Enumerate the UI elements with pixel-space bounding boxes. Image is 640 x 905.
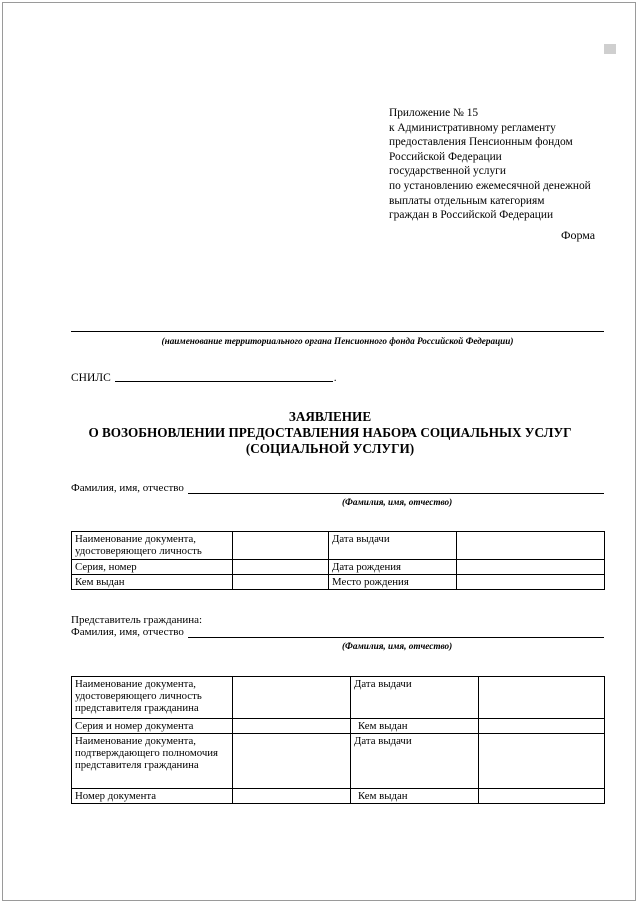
representative-title: Представитель гражданина: <box>71 614 203 626</box>
applicant-doc-table <box>71 531 605 590</box>
representative-doc-table <box>71 676 605 804</box>
document-title <box>60 409 600 457</box>
appendix-line: выплаты отдельным категориям <box>389 194 545 207</box>
snils-dot: . <box>333 372 337 384</box>
representative-fio-field[interactable] <box>188 627 604 638</box>
issue-date-value[interactable] <box>457 532 605 560</box>
issued-by-value[interactable] <box>233 575 329 590</box>
doc-number-label: Номер документа <box>72 789 233 804</box>
rep-doc-name-value[interactable] <box>233 677 351 719</box>
table-row <box>72 560 605 575</box>
title-line-3: (СОЦИАЛЬНОЙ УСЛУГИ) <box>245 441 415 456</box>
table-row <box>72 719 605 734</box>
appendix-line: по установлению ежемесячной денежной <box>389 179 591 192</box>
rep-issue-date-label: Дата выдачи <box>351 677 479 719</box>
appendix-line: государственной услуги <box>389 165 506 178</box>
table-row <box>72 532 605 560</box>
org-name-caption: (наименование территориального органа Пенсионного фонда Российской Федерации) <box>161 336 514 346</box>
applicant-fio-caption: (Фамилия, имя, отчество) <box>342 497 453 507</box>
rep-issued-by-value[interactable] <box>479 719 605 734</box>
representative-fio-caption: (Фамилия, имя, отчество) <box>342 641 453 651</box>
form-label: Форма <box>561 228 596 242</box>
appendix-line: граждан в Российской Федерации <box>389 209 554 222</box>
authority-issued-by-label: Кем выдан <box>351 789 479 804</box>
appendix-header <box>389 106 629 223</box>
title-line-1: ЗАЯВЛЕНИЕ <box>288 409 372 424</box>
title-line-2: О ВОЗОБНОВЛЕНИИ ПРЕДОСТАВЛЕНИЯ НАБОРА СОЦИАЛЬНЫХ УСЛУГ <box>88 425 572 440</box>
appendix-line: Российской Федерации <box>389 150 502 163</box>
table-row <box>72 789 605 804</box>
rep-series-number-label: Серия и номер документа <box>72 719 233 734</box>
snils-row <box>71 372 337 384</box>
appendix-line: к Административному регламенту <box>389 121 556 134</box>
birth-date-value[interactable] <box>457 560 605 575</box>
appendix-line: Приложение № 15 <box>389 107 479 119</box>
doc-name-label: Наименование документа, удостоверяющего личность <box>72 532 233 560</box>
representative-fio-row <box>71 626 604 638</box>
table-row <box>72 677 605 719</box>
snils-label: СНИЛС <box>71 372 111 384</box>
appendix-line: предоставления Пенсионным фондом <box>389 136 573 149</box>
authority-issued-by-value[interactable] <box>479 789 605 804</box>
authority-doc-label: Наименование документа, подтверждающего полномочия представителя гражданина <box>72 734 233 789</box>
applicant-fio-row <box>71 482 604 494</box>
scan-mark <box>604 44 616 54</box>
rep-issued-by-label: Кем выдан <box>351 719 479 734</box>
authority-issue-date-label: Дата выдачи <box>351 734 479 789</box>
snils-field[interactable] <box>115 381 333 382</box>
table-row <box>72 734 605 789</box>
birth-place-value[interactable] <box>457 575 605 590</box>
issued-by-label: Кем выдан <box>72 575 233 590</box>
birth-date-label: Дата рождения <box>329 560 457 575</box>
doc-number-value[interactable] <box>233 789 351 804</box>
rep-series-number-value[interactable] <box>233 719 351 734</box>
applicant-fio-label: Фамилия, имя, отчество <box>71 482 184 494</box>
rep-issue-date-value[interactable] <box>479 677 605 719</box>
series-number-label: Серия, номер <box>72 560 233 575</box>
representative-fio-label: Фамилия, имя, отчество <box>71 626 184 638</box>
applicant-fio-field[interactable] <box>188 483 604 494</box>
authority-doc-value[interactable] <box>233 734 351 789</box>
authority-issue-date-value[interactable] <box>479 734 605 789</box>
doc-name-value[interactable] <box>233 532 329 560</box>
rep-doc-name-label: Наименование документа, удостоверяющего личность представителя гражданина <box>72 677 233 719</box>
issue-date-label: Дата выдачи <box>329 532 457 560</box>
table-row <box>72 575 605 590</box>
birth-place-label: Место рождения <box>329 575 457 590</box>
org-name-field[interactable] <box>71 331 604 332</box>
series-number-value[interactable] <box>233 560 329 575</box>
